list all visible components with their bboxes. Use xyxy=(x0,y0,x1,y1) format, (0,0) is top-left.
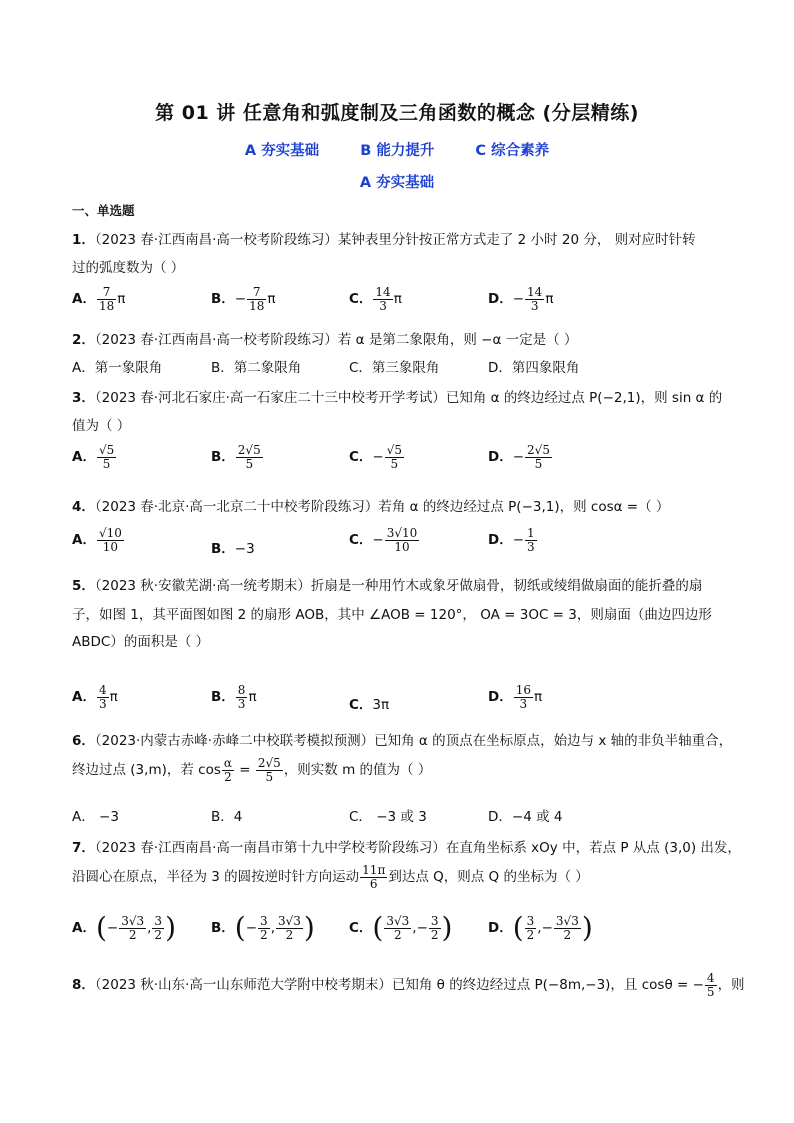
section-subhead: A 夯实基础 xyxy=(359,175,435,191)
fraction: $\frac{8}{3}$ xyxy=(237,683,246,711)
q3-option-d[interactable]: D．− $\frac{2√5}{5}$ xyxy=(488,443,550,471)
q7-option-c[interactable]: C．( $\frac{3√3}{2}$ ,− $\frac{3}{2}$ ) xyxy=(349,911,453,944)
q6-option-d[interactable]: D．−4 或 4 xyxy=(488,809,563,825)
q6-option-a[interactable]: A． −3 xyxy=(72,809,119,825)
q7-option-d[interactable]: D．( $\frac{3}{2}$ ,− $\frac{3√3}{2}$ ) xyxy=(488,911,593,944)
tab-a[interactable]: A 夯实基础 xyxy=(244,143,320,159)
q3-line2: 值为（ ） xyxy=(72,418,131,434)
q1-text1: （2023 春·江西南昌·高一校考阶段练习）某钟表里分针按正常方式走了 2 小时 20 分， 则对应时针转 xyxy=(94,232,696,248)
q3-option-a[interactable]: A． $\frac{√5}{5}$ xyxy=(72,443,115,471)
fraction: $\frac{√5}{5}$ xyxy=(386,443,403,471)
q2-option-a[interactable]: A．第一象限角 xyxy=(72,360,163,376)
q5-option-d[interactable]: D． $\frac{16}{3}$ π xyxy=(488,683,543,711)
fraction: $\frac{2√5}{5}$ xyxy=(527,443,550,471)
fraction: $\frac{3}{2}$ xyxy=(260,913,268,942)
fraction: $\frac{1}{3}$ xyxy=(527,526,535,554)
q5-line1: 5．（2023 秋·安徽芜湖·高一统考期末）折扇是一种用竹木或象牙做扇骨，韧纸或绫绢做扇面的能折叠的扇 xyxy=(72,578,703,594)
fraction: $\frac{\alpha}{2}$ xyxy=(223,756,232,784)
q4-option-c[interactable]: C．− $\frac{3√10}{10}$ xyxy=(349,526,418,554)
page-title: 第 01 讲 任意角和弧度制及三角函数的概念 (分层精练) xyxy=(155,102,639,124)
q1-option-c[interactable]: C． $\frac{14}{3}$ π xyxy=(349,285,402,313)
q2-option-d[interactable]: D．第四象限角 xyxy=(488,360,580,376)
fraction: $\frac{7}{18}$ xyxy=(98,285,115,313)
fraction: $\frac{14}{3}$ xyxy=(527,285,543,313)
q2-line1: 2．（2023 春·江西南昌·高一校考阶段练习）若 α 是第二象限角，则 −α 一定是（ ） xyxy=(72,332,578,348)
q2-option-b[interactable]: B．第二象限角 xyxy=(211,360,302,376)
fraction: $\frac{14}{3}$ xyxy=(375,285,391,313)
fraction: $\frac{2√5}{5}$ xyxy=(237,443,261,471)
section-heading: 一、单选题 xyxy=(72,203,135,218)
q7-option-a[interactable]: A．(− $\frac{3√3}{2}$ , $\frac{3}{2}$ ) xyxy=(72,911,176,944)
fraction: $\frac{2√5}{5}$ xyxy=(257,756,281,784)
q7-line2: 沿圆心在原点，半径为 3 的圆按逆时针方向运动 $\frac{11\pi}{6}$ 到达点 Q，则点 Q 的坐标为（ ） xyxy=(72,863,589,891)
fraction: $\frac{3√3}{2}$ xyxy=(121,913,145,942)
q3-option-b[interactable]: B． $\frac{2√5}{5}$ xyxy=(211,443,261,471)
q8-line1: 8．（2023 秋·山东·高一山东师范大学附中校考期末）已知角 θ 的终边经过点 P(−8m,−3)，且 cosθ = − $\frac{4}{5}$ ，则 xyxy=(72,971,745,999)
q1-option-b[interactable]: B．− $\frac{7}{18}$ π xyxy=(211,285,276,313)
fraction: $\frac{√5}{5}$ xyxy=(98,443,115,471)
fraction: $\frac{4}{3}$ xyxy=(98,683,107,711)
fraction: $\frac{3√3}{2}$ xyxy=(386,913,410,942)
fraction: $\frac{3}{2}$ xyxy=(154,913,163,942)
q3-option-c[interactable]: C．− $\frac{√5}{5}$ xyxy=(349,443,403,471)
q1-number: 1． xyxy=(72,232,95,248)
q5-line3: ABDC）的面积是（ ） xyxy=(72,634,210,650)
fraction: $\frac{3}{2}$ xyxy=(526,913,535,942)
fraction: $\frac{3}{2}$ xyxy=(430,913,439,942)
q4-line1: 4．（2023 春·北京·高一北京二十中校考阶段练习）若角 α 的终边经过点 P(−3,1)，则 cosα =（ ） xyxy=(72,499,670,515)
q1-option-d[interactable]: D．− $\frac{14}{3}$ π xyxy=(488,285,554,313)
fraction: $\frac{16}{3}$ xyxy=(515,683,531,711)
q6-line1: 6．（2023·内蒙古赤峰·赤峰二中校联考模拟预测）已知角 α 的顶点在坐标原点，始边与 x 轴的非负半轴重合， xyxy=(72,733,733,749)
q4-option-a[interactable]: A． $\frac{√10}{10}$ xyxy=(72,526,122,554)
q2-option-c[interactable]: C．第三象限角 xyxy=(349,360,440,376)
q5-line2: 子，如图 1，其平面图如图 2 的扇形 AOB，其中 ∠AOB = 120°， OA = 3OC = 3，则扇面（曲边四边形 xyxy=(72,607,712,623)
tab-b[interactable]: B 能力提升 xyxy=(360,143,435,159)
fraction: $\frac{7}{18}$ xyxy=(249,285,265,313)
fraction: $\frac{3√10}{10}$ xyxy=(386,526,418,554)
fraction: $\frac{11\pi}{6}$ xyxy=(362,863,386,891)
q5-option-b[interactable]: B． $\frac{8}{3}$ π xyxy=(211,683,257,711)
q5-option-a[interactable]: A． $\frac{4}{3}$ π xyxy=(72,683,118,711)
tab-c[interactable]: C 综合素养 xyxy=(475,143,550,159)
fraction: $\frac{3√3}{2}$ xyxy=(555,913,579,942)
q1-line1 xyxy=(72,228,732,248)
q4-option-b[interactable]: B．−3 xyxy=(211,541,255,557)
fraction: $\frac{3√3}{2}$ xyxy=(277,913,301,942)
fraction: $\frac{√10}{10}$ xyxy=(98,526,122,554)
q3-line1: 3．（2023 春·河北石家庄·高一石家庄二十三中校考开学考试）已知角 α 的终边经过点 P(−2,1)，则 sin α 的 xyxy=(72,390,723,406)
level-tabs xyxy=(0,139,794,160)
q7-line1: 7．（2023 春·江西南昌·高一南昌市第十九中学校考阶段练习）在直角坐标系 xOy 中，若点 P 从点 (3,0) 出发， xyxy=(72,840,741,856)
q1-option-a[interactable]: A． $\frac{7}{18}$ π xyxy=(72,285,126,313)
q1-line2: 过的弧度数为（ ） xyxy=(72,260,185,276)
fraction: $\frac{4}{5}$ xyxy=(706,971,715,999)
q6-line2: 终边过点 (3,m)，若 cos $\frac{\alpha}{2}$ = $\frac{2√5}{5}$ ，则实数 m 的值为（ ） xyxy=(72,756,432,784)
q4-option-d[interactable]: D．− $\frac{1}{3}$ xyxy=(488,526,535,554)
q6-option-c[interactable]: C． −3 或 3 xyxy=(349,809,427,825)
q7-option-b[interactable]: B．(− $\frac{3}{2}$ , $\frac{3√3}{2}$ ) xyxy=(211,911,315,944)
q6-option-b[interactable]: B．4 xyxy=(211,809,243,825)
q5-option-c[interactable]: C．3π xyxy=(349,697,390,713)
